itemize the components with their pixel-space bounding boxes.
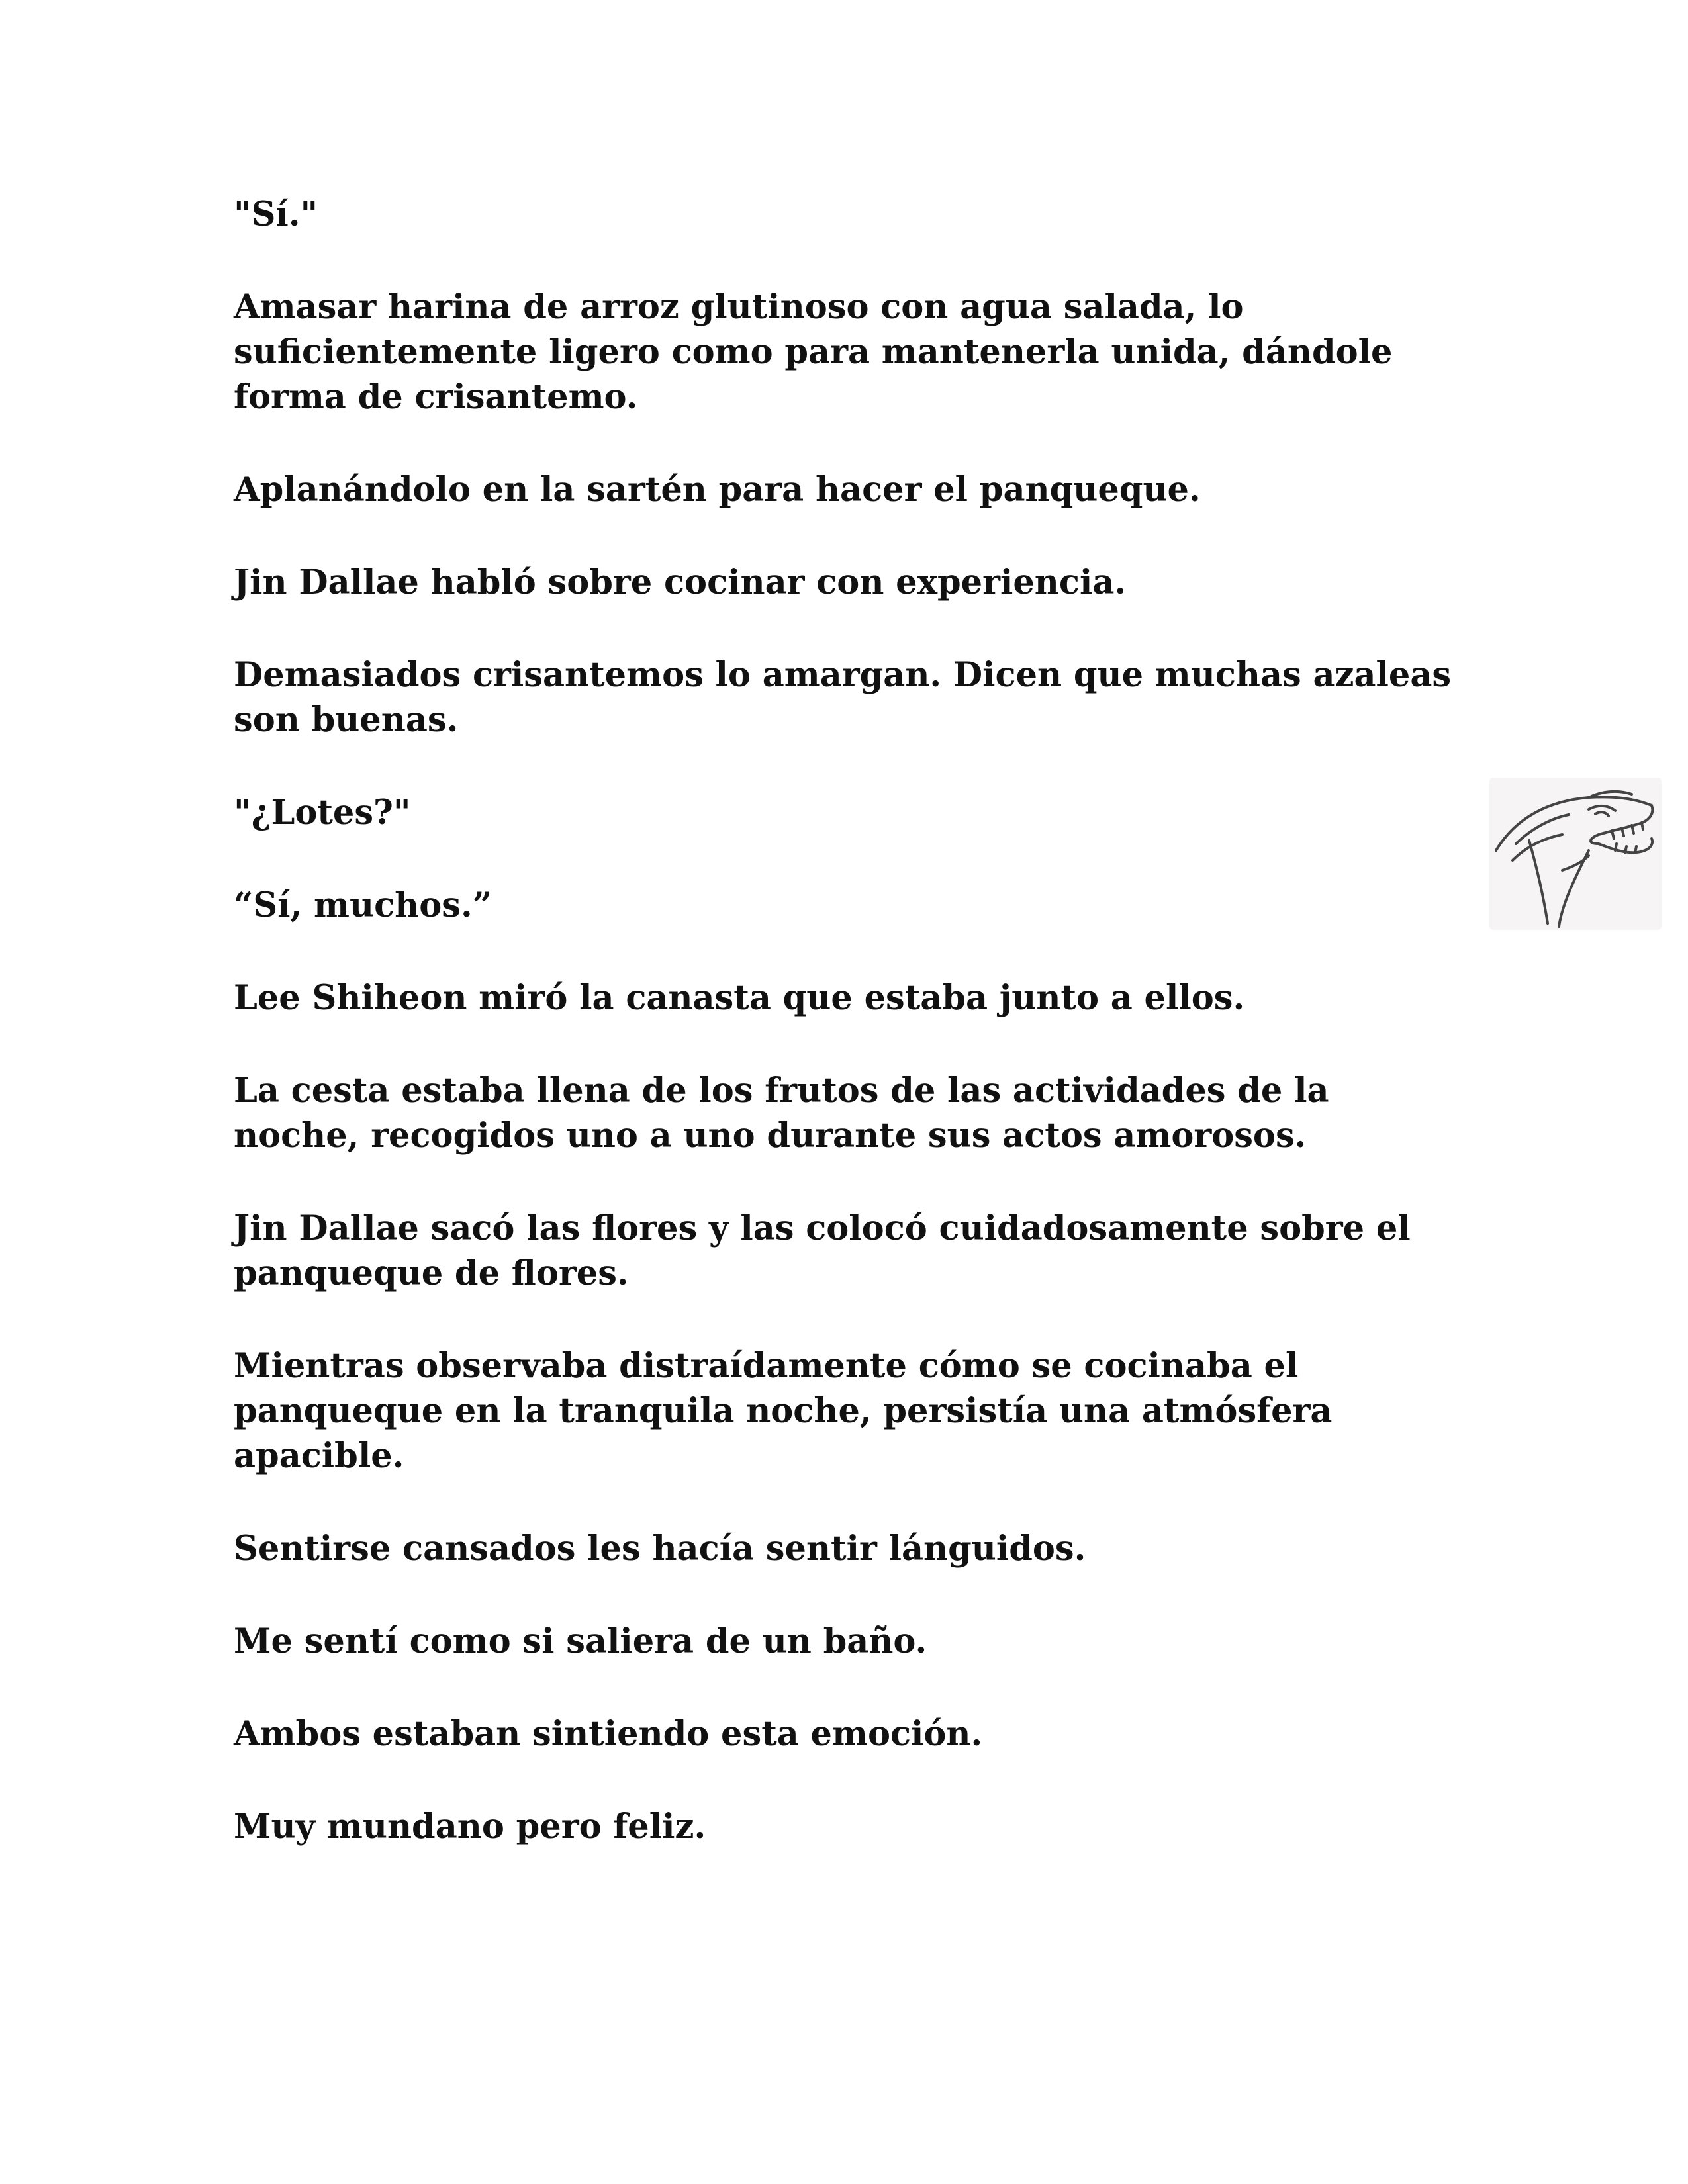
paragraph-14: Ambos estaban sintiendo esta emoción. — [234, 1714, 983, 1754]
paragraph-13: Me sentí como si saliera de un baño. — [234, 1621, 927, 1661]
dinosaur-head-sketch-icon — [1489, 778, 1662, 930]
paragraph-3: Aplanándolo en la sartén para hacer el panqueque. — [234, 470, 1201, 510]
paragraph-12: Sentirse cansados les hacía sentir lánguidos. — [234, 1529, 1086, 1569]
paragraph-1: "Sí." — [234, 195, 318, 234]
paragraph-4: Jin Dallae habló sobre cocinar con experiencia. — [234, 563, 1127, 602]
paragraph-8: Lee Shiheon miró la canasta que estaba junto a ellos. — [234, 978, 1245, 1018]
paragraph-15: Muy mundano pero feliz. — [234, 1807, 706, 1846]
paragraph-7: “Sí, muchos.” — [234, 886, 492, 925]
paragraph-5: Demasiados crisantemos lo amargan. Dicen que muchas azaleas son buenas. — [234, 655, 1452, 740]
dinosaur-sketch-svg — [1489, 778, 1662, 930]
paragraph-11: Mientras observaba distraídamente cómo se cocinaba el panqueque en la tranquila noche, persistía una atmósfera apacible. — [234, 1346, 1333, 1476]
paragraph-2: Amasar harina de arroz glutinoso con agua salada, lo suficientemente ligero como para mantenerla unida, dándole forma de crisantemo. — [234, 287, 1393, 417]
paragraph-6: "¿Lotes?" — [234, 793, 411, 833]
paragraph-9: La cesta estaba llena de los frutos de las actividades de la noche, recogidos uno a uno durante sus actos amorosos. — [234, 1071, 1329, 1156]
paragraph-10: Jin Dallae sacó las flores y las colocó cuidadosamente sobre el panqueque de flores. — [234, 1208, 1411, 1293]
document-body — [234, 192, 1465, 1897]
